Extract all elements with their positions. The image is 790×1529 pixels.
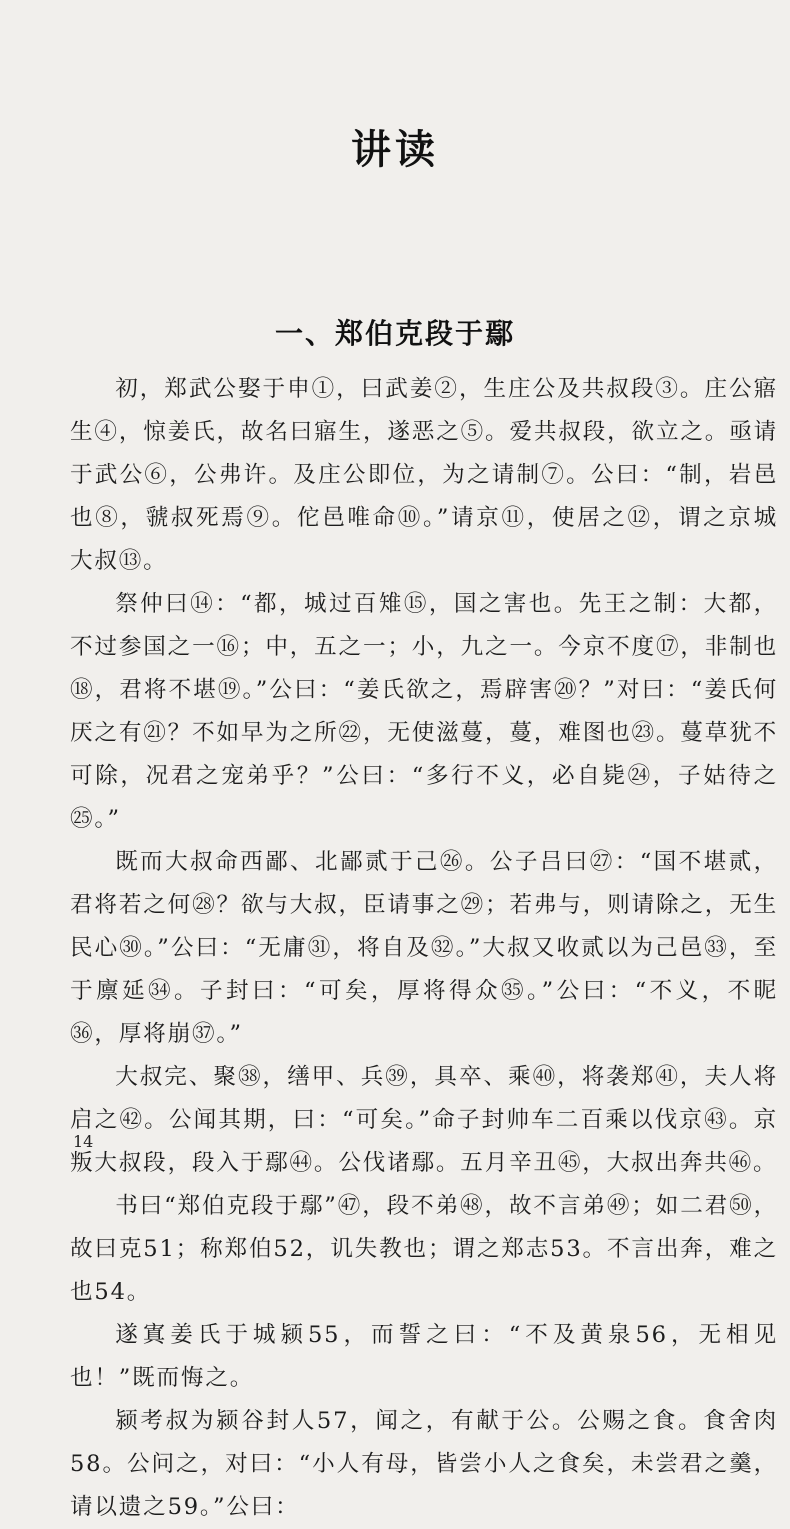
paragraph-4: 大叔完、聚㊳，缮甲、兵㊴，具卒、乘㊵，将袭郑㊶，夫人将启之㊷。公闻其期，曰：“可矣。”命子封帅车二百乘以伐京㊸。京叛大叔段，段入于鄢㊹。公伐诸鄢。五月辛丑㊺，大叔出奔共㊻。 [70,1064,778,1176]
paragraph-2: 祭仲曰⑭：“都，城过百雉⑮，国之害也。先王之制：大都，不过参国之一⑯；中，五之一；小，九之一。今京不度⑰，非制也⑱，君将不堪⑲。”公曰：“姜氏欲之，焉辟害⑳？”对曰：“姜氏何厌之有㉑？不如早为之所㉒，无使滋蔓，蔓，难图也㉓。蔓草犹不可除，况君之宠弟乎？”公曰：“多行不义，必自毙㉔，子姑待之㉕。” [70,591,778,832]
section-heading: 一、郑伯克段于鄢 [274,317,515,350]
paragraph-1: 初，郑武公娶于申①，曰武姜②，生庄公及共叔段③。庄公寤生④，惊姜氏，故名曰寤生，遂恶之⑤。爱共叔段，欲立之。亟请于武公⑥，公弗许。及庄公即位，为之请制⑦。公曰：“制，岩邑也⑧，虢叔死焉⑨。佗邑唯命⑩。”请京⑪，使居之⑫，谓之京城大叔⑬。 [70,376,778,574]
paragraph-5: 书曰“郑伯克段于鄢”㊼，段不弟㊽，故不言弟㊾；如二君㊿，故曰克51；称郑伯52，讥失教也；谓之郑志53。不言出奔，难之也54。 [70,1193,778,1305]
page-number: 14 [73,1132,94,1151]
paragraph-6: 遂寘姜氏于城颍55，而誓之曰：“不及黄泉56，无相见也！”既而悔之。 [70,1322,778,1391]
body-text [70,368,778,1529]
page-title: 讲读 [351,127,439,173]
paragraph-7: 颍考叔为颍谷封人57，闻之，有献于公。公赐之食。食舍肉58。公问之，对曰：“小人有母，皆尝小人之食矣，未尝君之羹，请以遗之59。”公曰： [70,1408,778,1520]
paragraph-3: 既而大叔命西鄙、北鄙贰于己㉖。公子吕曰㉗：“国不堪贰，君将若之何㉘？欲与大叔，臣请事之㉙；若弗与，则请除之，无生民心㉚。”公曰：“无庸㉛，将自及㉜。”大叔又收贰以为己邑㉝，至于廪延㉞。子封曰：“可矣，厚将得众㉟。”公曰：“不义，不昵㊱，厚将崩㊲。” [70,849,778,1047]
